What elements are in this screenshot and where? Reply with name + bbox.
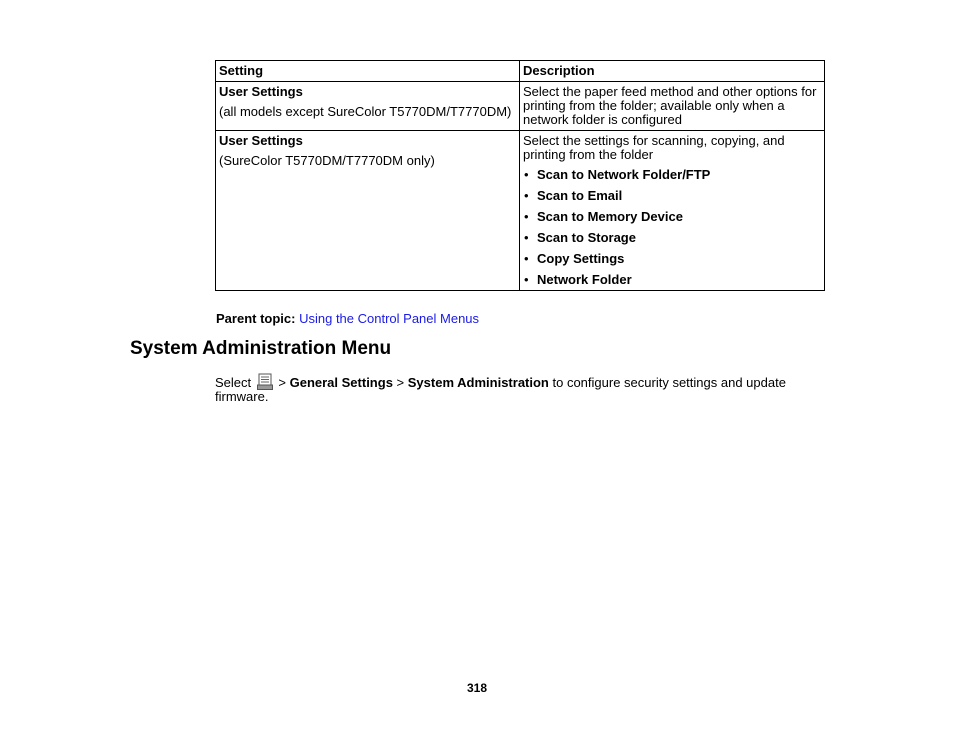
table-header-row (216, 61, 825, 82)
section-intro (215, 373, 815, 404)
general-settings-label: General Settings (289, 375, 393, 390)
breadcrumb-separator: > (278, 375, 286, 390)
intro-select-text: Select (215, 375, 252, 390)
description-text: Select the paper feed method and other options for printing from the folder; available only when a network folder is configured (523, 84, 817, 127)
system-administration-label: System Administration (407, 375, 549, 390)
settings-table (215, 60, 825, 291)
settings-menu-icon (257, 373, 273, 390)
parent-topic-link[interactable]: Using the Control Panel Menus (299, 311, 480, 326)
description-cell (520, 131, 825, 291)
intro-rest-text: to configure security settings and update firmware. (215, 375, 786, 404)
column-header-description: Description (520, 61, 825, 82)
option-item: • Network Folder (523, 273, 821, 287)
setting-title: User Settings (219, 133, 303, 148)
parent-topic (216, 311, 479, 326)
option-item: • Scan to Network Folder/FTP (523, 168, 821, 182)
setting-cell (216, 82, 520, 131)
parent-topic-label: Parent topic: (216, 311, 296, 326)
table-row (216, 131, 825, 291)
option-item: • Copy Settings (523, 252, 821, 266)
table-row (216, 82, 825, 131)
column-header-setting: Setting (216, 61, 520, 82)
description-cell (520, 82, 825, 131)
description-text: Select the settings for scanning, copying, and printing from the folder (523, 133, 785, 162)
setting-cell (216, 131, 520, 291)
section-title: System Administration Menu (130, 338, 392, 359)
option-item: • Scan to Email (523, 189, 821, 203)
page-number: 318 (466, 681, 488, 695)
option-list (523, 168, 821, 287)
option-item: • Scan to Memory Device (523, 210, 821, 224)
setting-note: (SureColor T5770DM/T7770DM only) (219, 153, 435, 168)
setting-note: (all models except SureColor T5770DM/T7770DM) (219, 104, 512, 119)
breadcrumb-separator: > (396, 375, 405, 390)
option-item: • Scan to Storage (523, 231, 821, 245)
setting-title: User Settings (219, 84, 303, 99)
